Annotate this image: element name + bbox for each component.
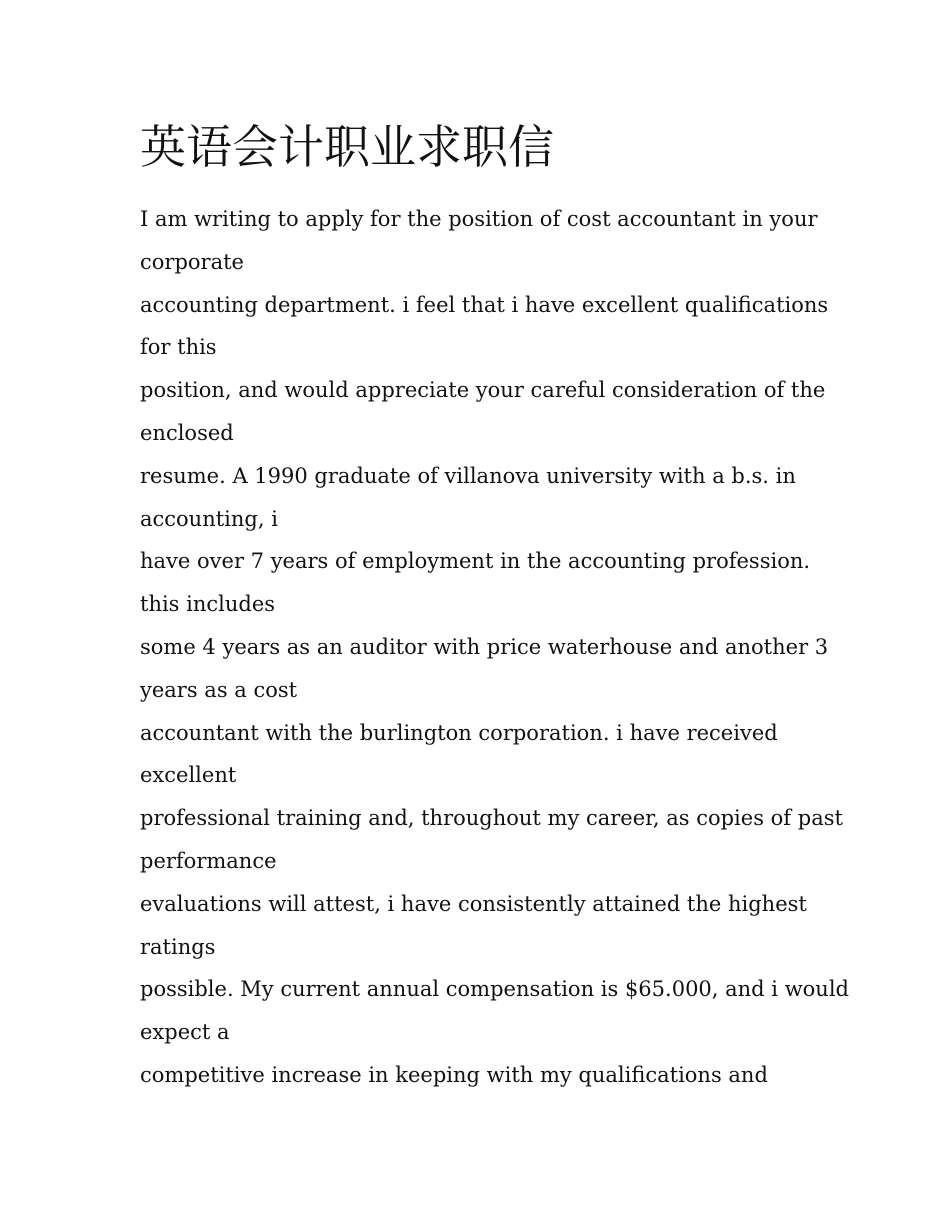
text-line: years as a cost (140, 677, 298, 702)
text-line: some 4 years as an auditor with price waterhouse and another 3 (140, 634, 829, 659)
letter-body (140, 198, 849, 1097)
text-line: competitive increase in keeping with my qualifications and (140, 1062, 768, 1087)
text-line: evaluations will attest, i have consistently attained the highest (140, 891, 807, 916)
text-line: enclosed (140, 420, 234, 445)
text-line: accounting, i (140, 506, 278, 531)
text-line: have over 7 years of employment in the accounting profession. (140, 549, 811, 574)
text-line: I am writing to apply for the position of cost accountant in your (140, 207, 818, 231)
text-line: expect a (140, 1020, 230, 1045)
document-title: 英语会计职业求职信 (140, 120, 554, 174)
text-line: resume. A 1990 graduate of villanova university with a b.s. in (140, 463, 796, 488)
text-line: excellent (140, 763, 237, 788)
text-line: accounting department. i feel that i have excellent qualifications (140, 292, 829, 317)
text-line: ratings (140, 934, 216, 959)
text-line: professional training and, throughout my career, as copies of past (140, 806, 843, 831)
text-line: for this (140, 335, 217, 360)
text-line: possible. My current annual compensation is $65.000, and i would (140, 977, 849, 1002)
text-line: this includes (140, 592, 276, 617)
text-line: corporate (140, 249, 244, 274)
text-line: position, and would appreciate your careful consideration of the (140, 378, 826, 403)
text-line: accountant with the burlington corporation. i have received (140, 720, 778, 745)
text-line: performance (140, 848, 277, 873)
